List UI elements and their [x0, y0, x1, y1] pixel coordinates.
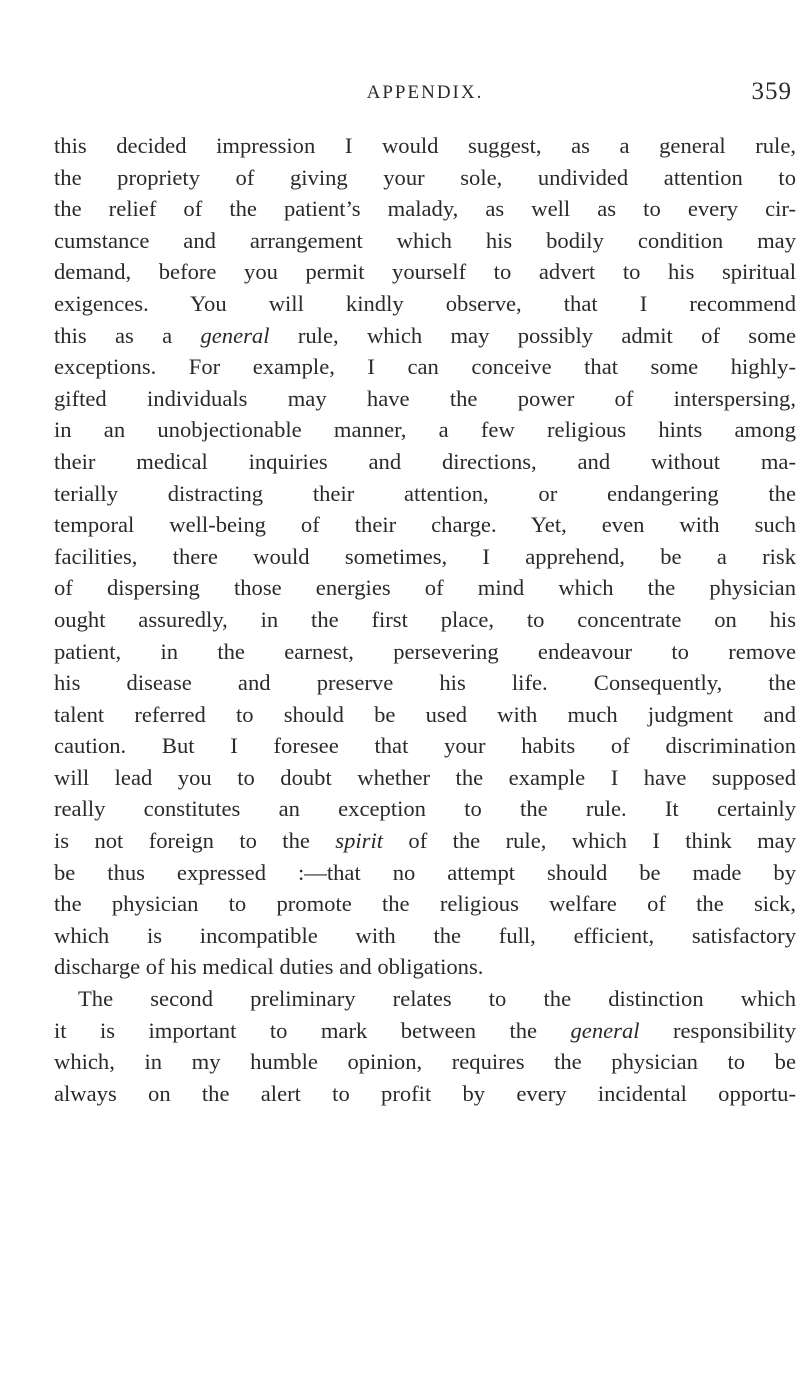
text-line [54, 951, 796, 983]
text-segment: patient, in the earnest, persevering endeavour to remove [54, 638, 796, 664]
text-line [54, 888, 796, 920]
text-segment: ought assuredly, in the first place, to concentrate on his [54, 606, 796, 632]
text-segment: always on the alert to profit by every incidental opportu- [54, 1080, 796, 1106]
text-segment: which is incompatible with the full, efficient, satisfactory [54, 922, 796, 948]
text-segment: the propriety of giving your sole, undivided attention to [54, 164, 796, 190]
text-line [54, 825, 796, 857]
text-line [54, 667, 796, 699]
paragraph [54, 983, 796, 1109]
text-segment: facilities, there would sometimes, I apprehend, be a risk [54, 543, 796, 569]
text-line [54, 1046, 796, 1078]
text-line [54, 983, 796, 1015]
text-segment: responsibility [639, 1017, 796, 1043]
text-line [54, 478, 796, 510]
text-line [54, 288, 796, 320]
text-segment: of dispersing those energies of mind which the physician [54, 575, 796, 601]
text-segment: demand, before you permit yourself to advert to his spiritual [54, 259, 796, 285]
page-number: 359 [751, 78, 792, 105]
body-text [54, 130, 796, 1109]
text-segment: terially distracting their attention, or endangering the [54, 480, 796, 506]
text-line [54, 256, 796, 288]
text-segment: gifted individuals may have the power of interspersing, [54, 385, 796, 411]
text-line [54, 193, 796, 225]
italic-text: spirit [335, 828, 384, 854]
text-segment: temporal well-being of their charge. Yet, even with such [54, 512, 796, 538]
text-line [54, 1015, 796, 1047]
text-segment: of the rule, which I think may [383, 828, 796, 854]
text-segment: caution. But I foresee that your habits of discrimination [54, 733, 796, 759]
text-line [54, 699, 796, 731]
text-segment: cumstance and arrangement which his bodily condition may [54, 227, 796, 253]
text-line [54, 636, 796, 668]
text-line [54, 351, 796, 383]
running-head [54, 78, 796, 108]
running-title: APPENDIX. [366, 82, 484, 103]
text-line [54, 509, 796, 541]
paragraph [54, 130, 796, 983]
text-line [54, 225, 796, 257]
text-segment: in an unobjectionable manner, a few religious hints among [54, 417, 796, 443]
text-line [54, 572, 796, 604]
italic-text: general [570, 1017, 640, 1043]
text-line [54, 604, 796, 636]
text-segment: rule, which may possibly admit of some [269, 322, 796, 348]
text-segment: the physician to promote the religious welfare of the sick, [54, 891, 796, 917]
text-segment: it is important to mark between the [54, 1017, 571, 1043]
text-segment: discharge of his medical duties and obligations. [54, 954, 484, 980]
text-line [54, 414, 796, 446]
text-segment: The second preliminary relates to the distinction which [78, 986, 796, 1012]
text-segment: be thus expressed :—that no attempt should be made by [54, 859, 796, 885]
text-segment: their medical inquiries and directions, and without ma- [54, 448, 796, 474]
text-line [54, 857, 796, 889]
text-line [54, 793, 796, 825]
text-line [54, 1078, 796, 1110]
text-line [54, 762, 796, 794]
italic-text: general [200, 322, 270, 348]
text-segment: will lead you to doubt whether the example I have supposed [54, 764, 796, 790]
text-line [54, 162, 796, 194]
text-line [54, 383, 796, 415]
text-line [54, 130, 796, 162]
text-segment: exigences. You will kindly observe, that I recommend [54, 290, 796, 316]
text-segment: which, in my humble opinion, requires the physician to be [54, 1049, 796, 1075]
text-segment: exceptions. For example, I can conceive that some highly- [54, 354, 796, 380]
text-segment: his disease and preserve his life. Consequently, the [54, 670, 796, 696]
text-line [54, 320, 796, 352]
text-line [54, 730, 796, 762]
text-segment: the relief of the patient’s malady, as well as to every cir- [54, 196, 796, 222]
text-segment: this decided impression I would suggest, as a general rule, [54, 133, 796, 158]
text-segment: talent referred to should be used with much judgment and [54, 701, 796, 727]
text-segment: this as a [54, 322, 201, 348]
text-segment: is not foreign to the [54, 828, 336, 854]
text-line [54, 920, 796, 952]
text-line [54, 541, 796, 573]
text-segment: really constitutes an exception to the rule. It certainly [54, 796, 796, 822]
text-line [54, 446, 796, 478]
